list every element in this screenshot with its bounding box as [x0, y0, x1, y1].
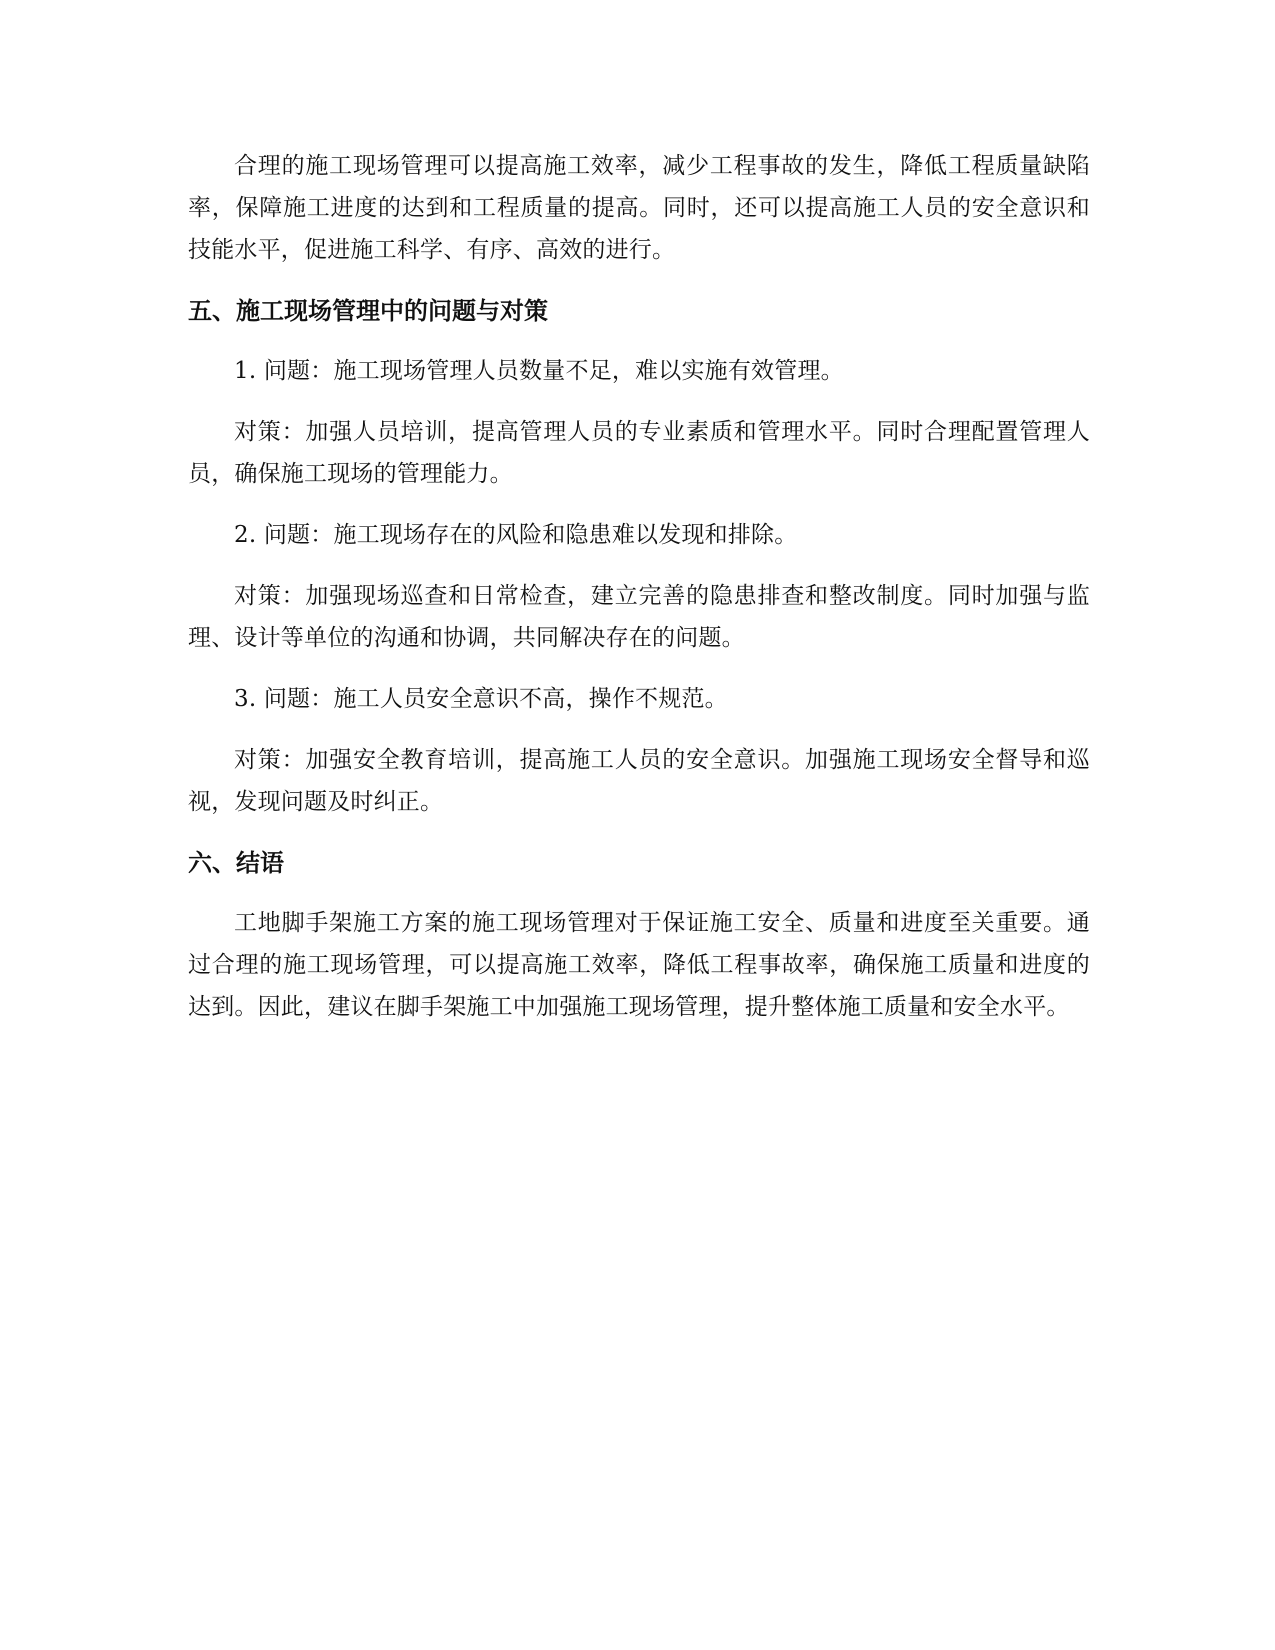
problem-item-2: 2. 问题：施工现场存在的风险和隐患难以发现和排除。 — [234, 522, 798, 548]
solution-item-2: 对策：加强现场巡查和日常检查，建立完善的隐患排查和整改制度。同时加强与监理、设计等单位的沟通和协调，共同解决存在的问题。 — [188, 583, 1090, 651]
document-body — [188, 145, 1090, 1047]
problem-item-1: 1. 问题：施工现场管理人员数量不足，难以实施有效管理。 — [234, 358, 844, 384]
section-heading-conclusion: 六、结语 — [188, 849, 284, 877]
solution-item-3: 对策：加强安全教育培训，提高施工人员的安全意识。加强施工现场安全督导和巡视，发现问题及时纠正。 — [188, 747, 1090, 815]
problem-item-3: 3. 问题：施工人员安全意识不高，操作不规范。 — [234, 686, 728, 712]
conclusion-paragraph: 工地脚手架施工方案的施工现场管理对于保证施工安全、质量和进度至关重要。通过合理的施工现场管理，可以提高施工效率，降低工程事故率，确保施工质量和进度的达到。因此，建议在脚手架施工中加强施工现场管理，提升整体施工质量和安全水平。 — [188, 910, 1090, 1020]
section-heading-problems-solutions: 五、施工现场管理中的问题与对策 — [188, 297, 548, 325]
intro-paragraph: 合理的施工现场管理可以提高施工效率，减少工程事故的发生，降低工程质量缺陷率，保障施工进度的达到和工程质量的提高。同时，还可以提高施工人员的安全意识和技能水平，促进施工科学、有序、高效的进行。 — [188, 153, 1090, 263]
solution-item-1: 对策：加强人员培训，提高管理人员的专业素质和管理水平。同时合理配置管理人员，确保施工现场的管理能力。 — [188, 419, 1090, 487]
